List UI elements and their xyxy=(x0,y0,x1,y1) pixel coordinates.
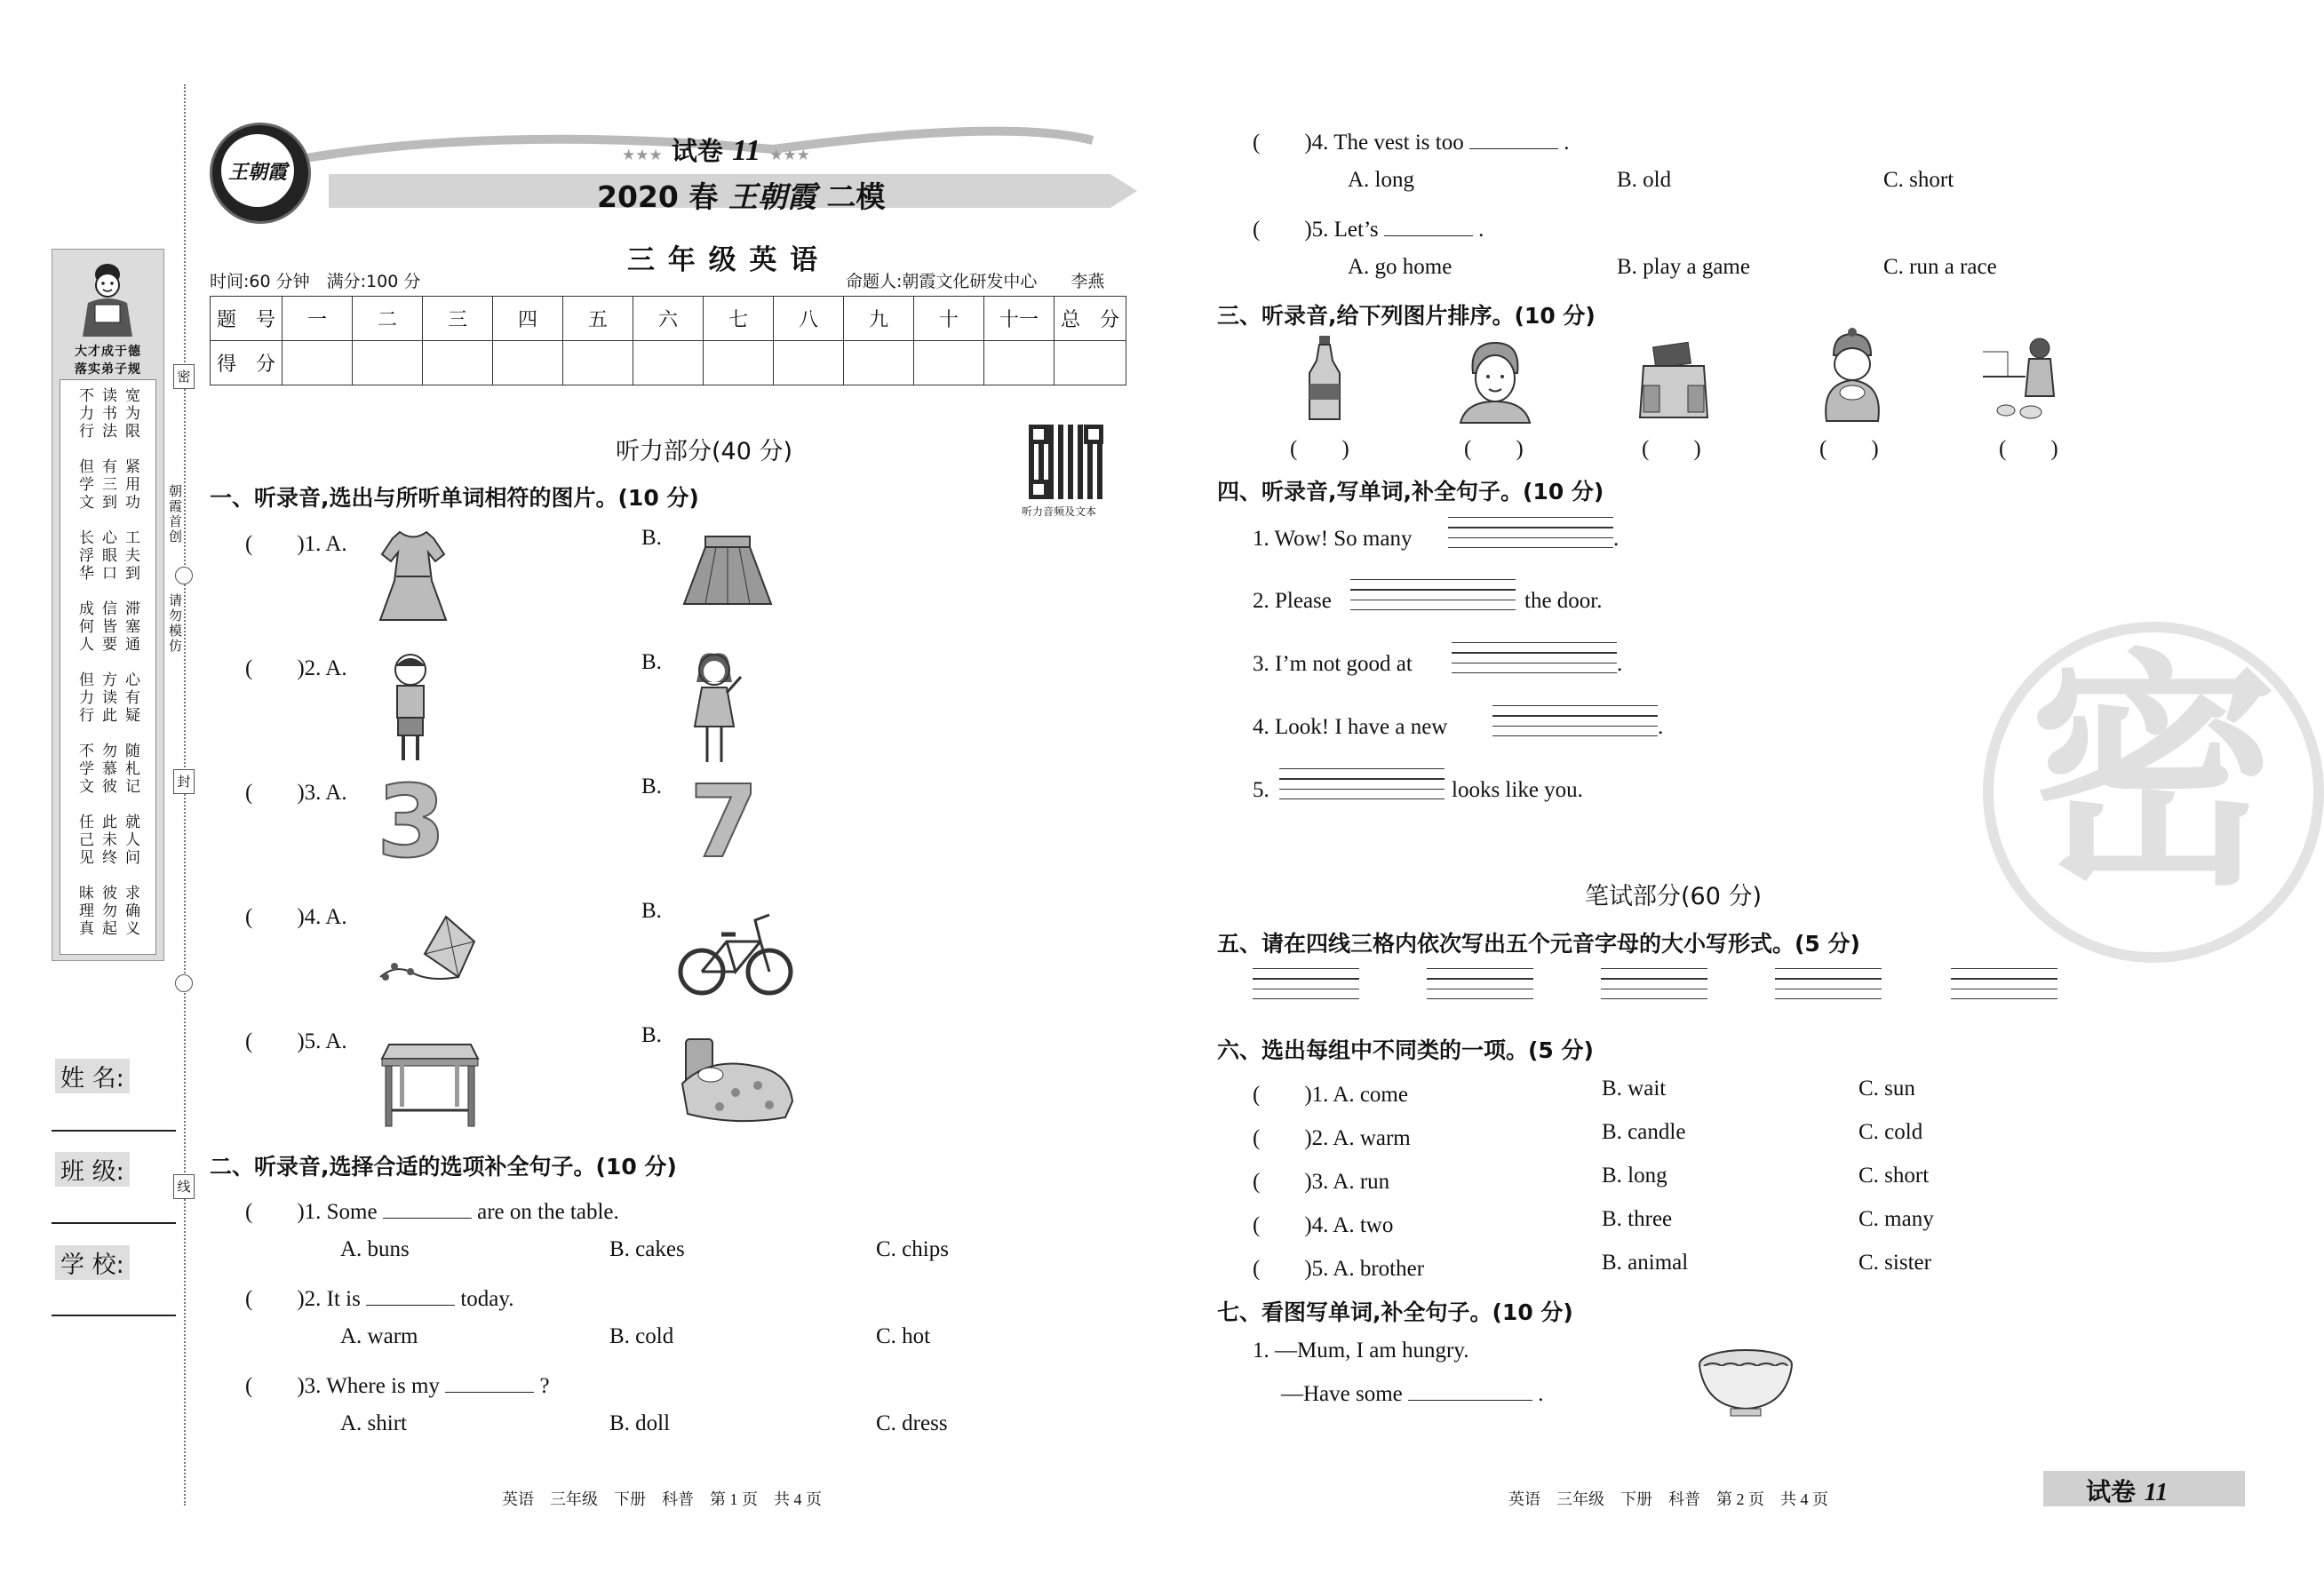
score-cell: 九 xyxy=(844,297,914,341)
watermark-seal xyxy=(1983,622,2324,963)
sec2-item-1[interactable] xyxy=(245,1194,619,1226)
corner-label-text xyxy=(2086,1473,2168,1508)
score-cell: 二 xyxy=(353,297,423,341)
class-label: 班 级: xyxy=(55,1152,130,1187)
sec1-item-1-b: B. xyxy=(641,526,662,550)
sec2-item-1-q2: are on the table. xyxy=(477,1200,619,1224)
score-cell: 三 xyxy=(423,297,493,341)
sidebar-banner-bottom: 落实弟子规 xyxy=(75,362,141,377)
paper-label-text: 试卷 xyxy=(671,136,723,166)
sec4-item-1-post: . xyxy=(1613,527,1620,551)
score-cell: 六 xyxy=(633,297,704,341)
sec4-item-4-lines[interactable] xyxy=(1492,705,1658,745)
sec4-item-3-lines[interactable] xyxy=(1452,642,1617,682)
poem-col: 有三到 xyxy=(99,458,116,512)
vowel-writing-box-3[interactable] xyxy=(1601,968,1707,1008)
sec2-item-4-option-a: A. long xyxy=(1348,168,1414,192)
listening-title: 听力部分(40 分) xyxy=(616,438,793,465)
sec2-item-2-q: ( )2. It is xyxy=(245,1287,361,1311)
time-info: 时间:60 分钟 满分:100 分 xyxy=(210,272,421,291)
sec4-item-1-lines[interactable] xyxy=(1448,517,1613,557)
subject-title: 三 年 级 英 语 xyxy=(627,244,820,276)
sec4-item-4-post: . xyxy=(1658,715,1664,739)
section-3-title: 三、听录音,给下列图片排序。(10 分) xyxy=(1217,303,1596,329)
sec4-item-3-pre: 3. I’m not good at xyxy=(1253,652,1413,676)
seal-mark-feng: 封 xyxy=(173,769,195,794)
writing-title: 笔试部分(60 分) xyxy=(1585,883,1763,910)
sec3-paren-4[interactable]: ( ) xyxy=(1819,437,1879,461)
mascot-illustration xyxy=(72,258,143,340)
seal-mark-mi: 密 xyxy=(173,364,195,389)
sec2-item-4-option-c: C. short xyxy=(1883,168,1954,192)
corner-label-word: 试卷 xyxy=(2086,1477,2137,1506)
binding-dotted-line xyxy=(184,84,186,1506)
sec2-item-4-q2: . xyxy=(1564,131,1570,155)
sec2-item-1-q: ( )1. Some xyxy=(245,1200,378,1224)
paper-label-stars-right: ★★★ xyxy=(769,147,810,164)
answer-blank[interactable] xyxy=(383,1202,472,1219)
vowel-writing-box-4[interactable] xyxy=(1775,968,1882,1008)
bed-picture xyxy=(673,1030,798,1128)
sec3-paren-2[interactable]: ( ) xyxy=(1464,437,1524,461)
brand-logo xyxy=(210,123,311,224)
score-input[interactable] xyxy=(563,341,633,385)
sec3-paren-1[interactable]: ( ) xyxy=(1290,437,1349,461)
sec2-item-5-q: ( )5. Let’s xyxy=(1253,218,1379,242)
qr-finder-bl xyxy=(1029,480,1048,499)
sec6-item-4-b: B. three xyxy=(1602,1207,1673,1231)
sec6-item-2[interactable]: ( )2. A. warm xyxy=(1253,1126,1411,1150)
answer-blank[interactable] xyxy=(1469,132,1558,149)
vowel-writing-box-2[interactable] xyxy=(1427,968,1533,1008)
bicycle-picture xyxy=(677,902,794,1002)
score-cell: 四 xyxy=(493,297,563,341)
poem-col: 成何人 xyxy=(76,600,93,654)
sec7-line-2-post: . xyxy=(1538,1382,1544,1406)
sec2-item-5-q2: . xyxy=(1478,218,1484,242)
section-7-title: 七、看图写单词,补全句子。(10 分) xyxy=(1217,1299,1573,1325)
score-cell: 七 xyxy=(704,297,774,341)
poem-col: 紧用功 xyxy=(122,458,139,512)
sec3-paren-3[interactable]: ( ) xyxy=(1642,437,1701,461)
poem-col: 彼勿起 xyxy=(99,885,116,938)
poem-col: 随札记 xyxy=(122,743,139,796)
sec2-item-2-option-b: B. cold xyxy=(609,1324,674,1348)
sec2-item-3-option-b: B. doll xyxy=(609,1411,671,1435)
sec4-item-2-lines[interactable] xyxy=(1350,579,1516,619)
binding-ring-1 xyxy=(175,567,193,584)
sec2-item-3[interactable] xyxy=(245,1368,550,1400)
sec6-item-1[interactable]: ( )1. A. come xyxy=(1253,1083,1408,1107)
number-three-picture: 3 xyxy=(377,765,446,880)
sec2-item-5-option-a: A. go home xyxy=(1348,255,1452,279)
answer-blank[interactable] xyxy=(1384,219,1473,236)
sec1-item-5-b: B. xyxy=(641,1023,662,1047)
sidebar-banner-top: 大才成于德 xyxy=(75,345,141,359)
score-table-score-row xyxy=(211,341,1126,385)
vertical-note-2: 请勿模仿 xyxy=(167,593,183,654)
poem-col: 信皆要 xyxy=(99,600,116,654)
poem-col: 不学文 xyxy=(76,743,93,796)
score-input[interactable] xyxy=(1055,341,1126,385)
poem-col: 此未终 xyxy=(99,814,116,867)
qr-finder-tl xyxy=(1029,425,1048,444)
sec6-item-1-c: C. sun xyxy=(1858,1077,1915,1100)
sec2-item-4-option-b: B. old xyxy=(1617,168,1672,192)
poem-col: 不力行 xyxy=(76,387,93,441)
sec1-item-2-b: B. xyxy=(641,650,662,674)
sec4-item-5-lines[interactable] xyxy=(1279,768,1445,808)
section-1-title: 一、听录音,选出与所听单词相符的图片。(10 分) xyxy=(210,485,699,511)
sec2-item-5-option-b: B. play a game xyxy=(1617,255,1750,279)
sec4-item-5-pre: 5. xyxy=(1253,778,1269,802)
sec2-item-2[interactable] xyxy=(245,1281,514,1313)
score-input[interactable] xyxy=(423,341,493,385)
poem-col: 工夫到 xyxy=(122,529,139,583)
binding-ring-2 xyxy=(175,974,193,992)
poem-col: 求确义 xyxy=(122,885,139,938)
poem-col: 宽为限 xyxy=(122,387,139,441)
answer-blank[interactable] xyxy=(366,1289,455,1306)
score-cell: 十一 xyxy=(984,297,1055,341)
sec2-item-5-option-c: C. run a race xyxy=(1883,255,1997,279)
vowel-writing-box-5[interactable] xyxy=(1951,968,2057,1008)
sec4-item-5-post: looks like you. xyxy=(1452,778,1583,802)
poem-col: 长浮华 xyxy=(76,529,93,583)
sidebar-panel xyxy=(52,249,164,961)
score-input[interactable] xyxy=(914,341,984,385)
sec2-item-4[interactable] xyxy=(1253,124,1569,156)
sec2-item-1-option-a: A. buns xyxy=(340,1237,410,1261)
sec6-item-4[interactable]: ( )4. A. two xyxy=(1253,1213,1394,1237)
desk-picture xyxy=(377,1036,483,1130)
sec4-item-2-post: the door. xyxy=(1524,589,1603,613)
sec4-item-4-pre: 4. Look! I have a new xyxy=(1253,715,1448,739)
sec2-item-3-q: ( )3. Where is my xyxy=(245,1374,440,1398)
paper-label-stars-left: ★★★ xyxy=(622,147,663,164)
poem-col: 方读此 xyxy=(99,671,116,725)
sec6-item-3-b: B. long xyxy=(1602,1164,1667,1188)
score-cell: 得 分 xyxy=(211,341,283,385)
sec6-item-2-b: B. candle xyxy=(1602,1120,1686,1144)
sec6-item-5[interactable]: ( )5. A. brother xyxy=(1253,1257,1425,1281)
sec2-item-1-option-b: B. cakes xyxy=(609,1237,685,1261)
watermark-char: 密 xyxy=(2029,630,2278,919)
score-input[interactable] xyxy=(353,341,423,385)
sec1-item-4-num[interactable]: ( )4. A. xyxy=(245,905,347,929)
cooking-girl-picture xyxy=(1981,334,2070,423)
sec2-item-3-option-c: C. dress xyxy=(876,1411,948,1435)
vowel-writing-box-1[interactable] xyxy=(1253,968,1359,1008)
name-label: 姓 名: xyxy=(55,1059,130,1093)
poem-col: 勿慕彼 xyxy=(99,743,116,796)
score-input[interactable] xyxy=(844,341,914,385)
score-cell: 一 xyxy=(283,297,353,341)
sec6-item-2-c: C. cold xyxy=(1858,1120,1923,1144)
sec2-item-2-q2: today. xyxy=(460,1287,514,1311)
poem-col: 昧理真 xyxy=(76,885,93,938)
sec6-item-1-b: B. wait xyxy=(1602,1077,1667,1100)
right-footer: 英语 三年级 下册 科普 第 2 页 共 4 页 xyxy=(1508,1490,1828,1508)
score-cell: 十 xyxy=(914,297,984,341)
sec4-item-2-pre: 2. Please xyxy=(1253,589,1332,613)
poem-col: 滞塞通 xyxy=(122,600,139,654)
sidebar-poem xyxy=(68,387,148,947)
qr-finder-tr xyxy=(1084,425,1103,444)
section-6-title: 六、选出每组中不同类的一项。(5 分) xyxy=(1217,1037,1594,1063)
qr-caption: 听力音频及文本 xyxy=(1022,505,1097,518)
paper-label-num: 11 xyxy=(731,134,761,167)
poem-col: 但力行 xyxy=(76,671,93,725)
section-4-title: 四、听录音,写单词,补全句子。(10 分) xyxy=(1217,479,1604,505)
qr-code xyxy=(1029,425,1103,499)
exam-title xyxy=(597,174,885,216)
sec7-line-1: 1. —Mum, I am hungry. xyxy=(1253,1339,1469,1363)
sec1-item-1-num[interactable]: ( )1. A. xyxy=(245,532,347,556)
score-input[interactable] xyxy=(283,341,353,385)
poem-col: 心有疑 xyxy=(122,671,139,725)
exam-title-brand: 王朝霞 xyxy=(728,182,816,214)
brand-logo-inner xyxy=(221,134,294,207)
sec2-item-1-option-c: C. chips xyxy=(876,1237,949,1261)
corner-label xyxy=(2043,1471,2245,1506)
sec2-item-2-option-c: C. hot xyxy=(876,1324,931,1348)
sec1-item-4-b: B. xyxy=(641,899,662,923)
sec6-item-5-b: B. animal xyxy=(1602,1251,1689,1275)
school-label: 学 校: xyxy=(55,1245,130,1280)
sec2-item-2-option-a: A. warm xyxy=(340,1324,418,1348)
schoolbag-picture xyxy=(1635,341,1713,421)
section-5-title: 五、请在四线三格内依次写出五个元音字母的大小写形式。(5 分) xyxy=(1217,931,1860,957)
kite-picture xyxy=(375,911,482,1000)
vertical-note-1: 朝霞首创 xyxy=(167,484,183,544)
sec2-item-3-q2: ? xyxy=(539,1374,550,1398)
paper-label xyxy=(622,131,810,168)
corner-label-num: 11 xyxy=(2144,1479,2169,1506)
sec2-item-3-option-a: A. shirt xyxy=(340,1411,407,1435)
answer-blank[interactable] xyxy=(1408,1384,1532,1401)
poem-col: 心眼口 xyxy=(99,529,116,583)
sec1-item-2-num[interactable]: ( )2. A. xyxy=(245,656,347,680)
score-cell: 八 xyxy=(774,297,844,341)
sec6-item-3[interactable]: ( )3. A. run xyxy=(1253,1170,1390,1194)
sec1-item-3-b: B. xyxy=(641,775,662,798)
score-cell: 五 xyxy=(563,297,633,341)
cola-bottle-picture xyxy=(1302,334,1347,423)
number-seven-picture: 7 xyxy=(689,765,759,880)
girl-picture xyxy=(686,650,748,767)
sec2-item-4-q: ( )4. The vest is too xyxy=(1253,131,1464,155)
answer-blank[interactable] xyxy=(445,1376,534,1393)
seal-mark-xian: 线 xyxy=(173,1174,195,1199)
poem-col: 就人问 xyxy=(122,814,139,867)
score-table xyxy=(210,296,1126,385)
sec3-paren-5[interactable]: ( ) xyxy=(1999,437,2058,461)
grandma-picture xyxy=(1455,338,1535,423)
score-cell: 总 分 xyxy=(1055,297,1126,341)
exam-title-suffix: 二模 xyxy=(826,179,886,214)
left-footer: 英语 三年级 下册 科普 第 1 页 共 4 页 xyxy=(502,1490,822,1508)
sec4-item-1-pre: 1. Wow! So many xyxy=(1253,527,1413,551)
boy-picture xyxy=(384,650,437,766)
exam-title-year: 2020 春 xyxy=(597,179,719,214)
poem-col: 但学文 xyxy=(76,458,93,512)
brand-logo-text: 王朝霞 xyxy=(227,161,287,183)
poem-col: 读书法 xyxy=(99,387,116,441)
poem-col: 任己见 xyxy=(76,814,93,867)
author-info: 命题人:朝霞文化研发中心 李燕 xyxy=(846,272,1105,291)
sec7-line-2[interactable] xyxy=(1281,1382,1544,1407)
class-field[interactable] xyxy=(52,1222,176,1224)
score-input[interactable] xyxy=(984,341,1055,385)
sec4-item-3-post: . xyxy=(1617,652,1623,676)
skirt-picture xyxy=(679,533,776,611)
score-input[interactable] xyxy=(493,341,563,385)
score-input[interactable] xyxy=(704,341,774,385)
section-2-title: 二、听录音,选择合适的选项补全句子。(10 分) xyxy=(210,1154,677,1180)
sec6-item-3-c: C. short xyxy=(1858,1164,1930,1188)
sec6-item-5-c: C. sister xyxy=(1858,1251,1931,1275)
sec7-line-2-pre: —Have some xyxy=(1281,1382,1403,1406)
school-field[interactable] xyxy=(52,1315,176,1316)
score-table-header-row xyxy=(211,297,1126,341)
dress-picture xyxy=(373,528,453,625)
sec2-item-5[interactable] xyxy=(1253,211,1484,243)
noodles-bowl-picture xyxy=(1695,1345,1796,1418)
name-field[interactable] xyxy=(52,1130,176,1132)
sec1-item-3-num[interactable]: ( )3. A. xyxy=(245,781,347,805)
score-input[interactable] xyxy=(774,341,844,385)
score-input[interactable] xyxy=(633,341,704,385)
sec1-item-5-num[interactable]: ( )5. A. xyxy=(245,1029,347,1053)
score-cell: 题 号 xyxy=(211,297,283,341)
sec6-item-4-c: C. many xyxy=(1858,1207,1934,1231)
cold-child-picture xyxy=(1812,330,1892,423)
